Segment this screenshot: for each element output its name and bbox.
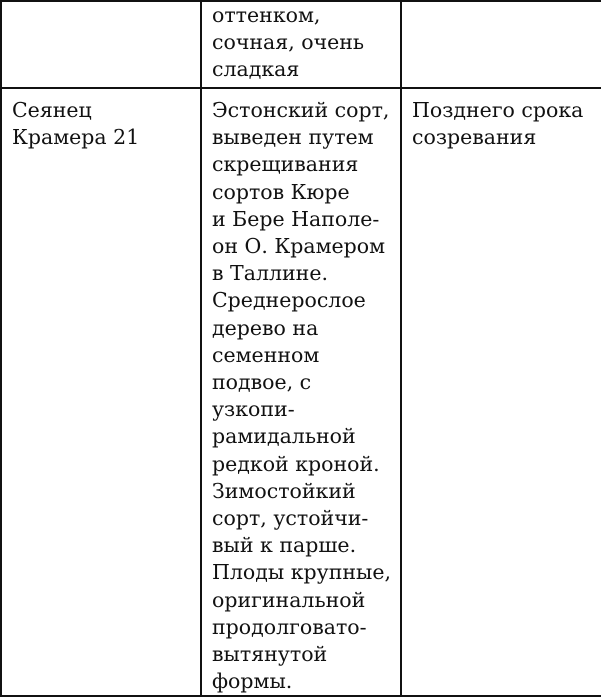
ripening-cell [401, 88, 601, 696]
table-row [1, 1, 601, 88]
ripening-cell [401, 1, 601, 88]
variety-name: Сеянец Крамера 21 [12, 98, 140, 150]
table-row [1, 88, 601, 696]
ripening-period: Позднего срока созревания [412, 98, 584, 150]
variety-cell [1, 88, 201, 696]
variety-description: оттенком, сочная, очень сладкая [212, 3, 365, 82]
description-cell [201, 1, 401, 88]
ripening-period [402, 0, 601, 2]
variety-cell [1, 1, 201, 88]
variety-name [2, 0, 200, 2]
description-cell [201, 88, 401, 696]
variety-description: Эстонский сорт, выведен путем скрещивания сортов Кюре и Бере Наполе- он О. Крамером в Таллине. Среднерослое дерево на семенном подвое, с узкопи- рамидальной редкой кроной. Зимостойкий сорт, устойчи- вый к парше. Плоды крупные, оригинальной продолговато- вытянутой формы. [212, 98, 391, 694]
